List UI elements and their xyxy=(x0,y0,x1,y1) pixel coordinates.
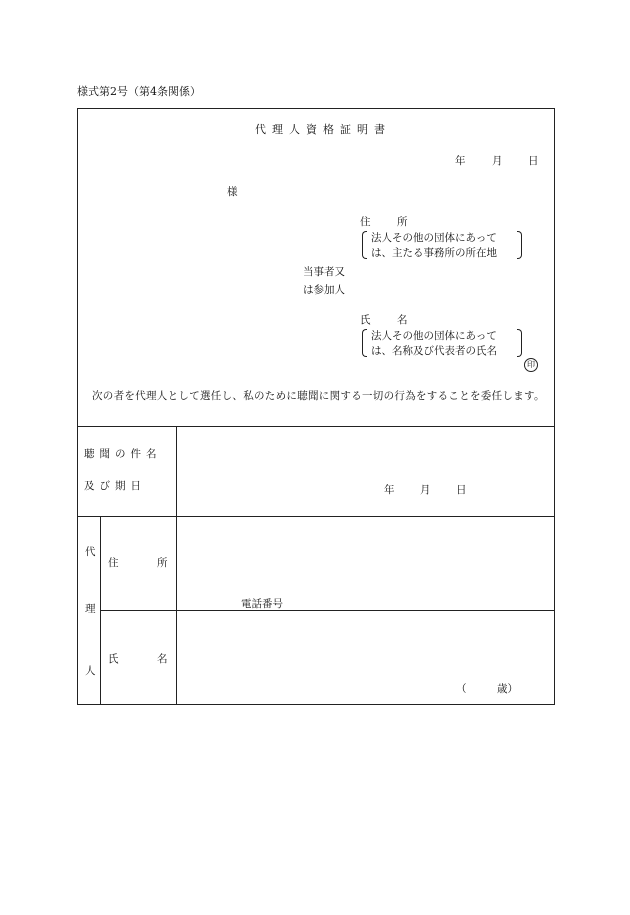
document-title: 代理人資格証明書 xyxy=(255,123,391,136)
name-bracket-left xyxy=(362,329,367,357)
divider-after-hearing xyxy=(77,516,555,517)
age-close-label: 歳） xyxy=(497,683,518,695)
name-note-line-2: は、名称及び代表者の氏名 xyxy=(371,345,497,357)
date-day-label: 日 xyxy=(528,155,539,167)
hearing-label-line-1: 聴聞の件名 xyxy=(84,448,162,460)
agent-address-label-1: 住 xyxy=(108,557,119,569)
addressee-suffix: 様 xyxy=(227,186,238,198)
divider-agent-rows xyxy=(100,610,555,611)
name-note-line-1: 法人その他の団体にあって xyxy=(371,330,497,342)
age-open-paren: （ xyxy=(456,683,467,695)
address-note-line-1: 法人その他の団体にあって xyxy=(371,232,497,244)
party-label-line-2: は参加人 xyxy=(303,284,345,296)
address-note-line-2: は、主たる事務所の所在地 xyxy=(371,247,497,259)
agent-address-label-2: 所 xyxy=(157,557,168,569)
hearing-date-month-label: 月 xyxy=(420,484,431,496)
label-column-divider xyxy=(176,426,177,705)
divider-after-statement xyxy=(77,426,555,427)
date-month-label: 月 xyxy=(492,155,503,167)
name-label: 氏 名 xyxy=(360,314,416,326)
agent-group-divider xyxy=(100,516,101,705)
agent-group-char-3: 人 xyxy=(85,665,96,677)
hearing-date-day-label: 日 xyxy=(456,484,467,496)
delegation-statement: 次の者を代理人として選任し、私のために聴聞に関する一切の行為をすることを委任します。 xyxy=(92,390,545,402)
seal-mark: 印 xyxy=(524,358,538,372)
party-label-line-1: 当事者又 xyxy=(303,266,345,278)
address-label: 住 所 xyxy=(360,216,416,228)
date-year-label: 年 xyxy=(455,155,466,167)
form-number: 様式第2号（第4条関係） xyxy=(77,85,201,98)
hearing-date-year-label: 年 xyxy=(384,484,395,496)
agent-group-char-2: 理 xyxy=(85,603,96,615)
certificate-sheet xyxy=(77,108,555,705)
name-bracket-right xyxy=(517,329,522,357)
address-bracket-left xyxy=(362,231,367,259)
address-bracket-right xyxy=(517,231,522,259)
phone-number-label: 電話番号 xyxy=(241,598,283,610)
agent-name-label-1: 氏 xyxy=(108,653,119,665)
agent-group-char-1: 代 xyxy=(85,546,96,558)
agent-name-label-2: 名 xyxy=(157,653,168,665)
hearing-label-line-2: 及び期日 xyxy=(84,480,146,492)
